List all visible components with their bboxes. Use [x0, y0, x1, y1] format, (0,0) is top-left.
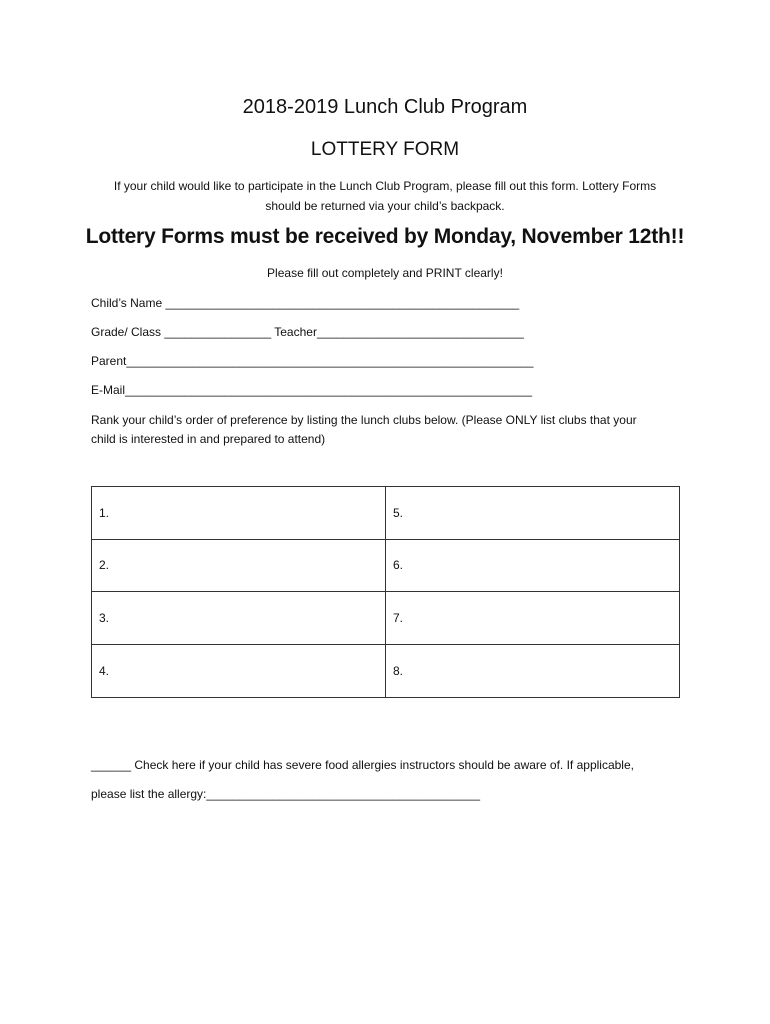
preference-cell-5[interactable]: 5. [386, 487, 679, 540]
preference-cell-8[interactable]: 8. [393, 663, 404, 678]
club-preference-table [91, 486, 680, 698]
child-name-field[interactable]: Child’s Name _____________________________________________________ [91, 296, 520, 310]
preference-cell-6[interactable]: 6. [386, 540, 679, 593]
form-subtitle: LOTTERY FORM [310, 139, 460, 160]
allergy-checkbox-line[interactable]: ______ Check here if your child has severe food allergies instructors should be aware of. If applicable, [91, 758, 634, 772]
deadline-notice: Lottery Forms must be received by Monday, November 12th!! [85, 225, 685, 248]
fill-instructions: Please fill out completely and PRINT clearly! [267, 266, 503, 280]
intro-paragraph [0, 176, 770, 216]
preference-cell-1[interactable]: 1. [92, 487, 386, 540]
page-title: 2018-2019 Lunch Club Program [242, 96, 528, 118]
preference-cell-2[interactable]: 2. [92, 540, 386, 593]
preference-cell-3[interactable]: 3. [92, 592, 386, 645]
rank-line-2: child is interested in and prepared to attend) [91, 432, 326, 446]
rank-line-1: Rank your child’s order of preference by listing the lunch clubs below. (Please ONLY list clubs that your [91, 413, 637, 427]
preference-cell-7[interactable]: 7. [386, 592, 679, 645]
preference-cell-4[interactable]: 4. [92, 645, 386, 698]
allergy-list-field[interactable]: please list the allergy:_________________________________________ [91, 787, 481, 801]
email-field[interactable]: E-Mail_____________________________________________________________ [91, 383, 533, 397]
parent-field[interactable]: Parent_____________________________________________________________ [91, 354, 534, 368]
rank-instructions [91, 411, 691, 449]
intro-line-1: If your child would like to participate in the Lunch Club Program, please fill out this form. Lottery Forms [113, 179, 657, 193]
grade-teacher-field[interactable]: Grade/ Class ________________ Teacher_______________________________ [91, 325, 524, 339]
intro-line-2: should be returned via your child’s backpack. [265, 199, 505, 213]
